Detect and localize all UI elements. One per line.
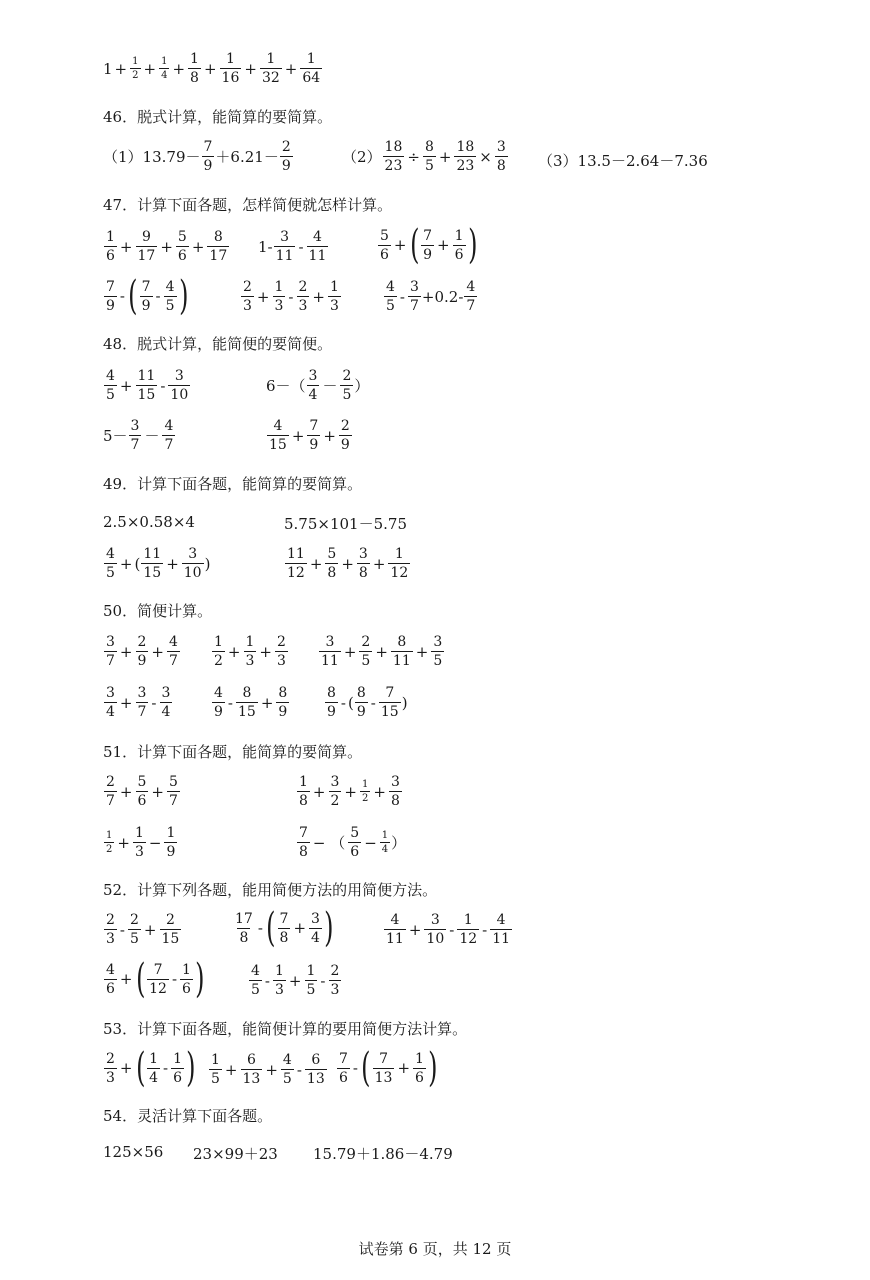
q52-expr-1: $\frac{2}{3}$ - $\frac{2}{5}$ + $\frac{2}{15}$ <box>106 912 180 947</box>
fraction: $\frac{1}{16}$ <box>221 51 240 86</box>
question-48-title: 48．脱式计算，能简便的要简便。 <box>103 335 333 353</box>
q50-expr-1: $\frac{3}{7}$ + $\frac{2}{9}$ + $\frac{4}{7}$ <box>106 634 178 669</box>
question-52-title: 52．计算下列各题，能用简便方法的用简便方法。 <box>103 881 438 899</box>
q51-expr-3: $\frac{1}{2}$ + $\frac{1}{3}$ − $\frac{1}{9}$ <box>106 825 176 860</box>
q51-expr-1: $\frac{2}{7}$ + $\frac{5}{6}$ + $\frac{5}{7}$ <box>106 774 178 809</box>
fraction: $\frac{1}{4}$ <box>161 56 168 81</box>
top-expression: 1 + $\frac{1}{2}$ + $\frac{1}{4}$ + $\frac{1}{8}$ + $\frac{1}{16}$ + $\frac{1}{32}$ + $\frac{1}{64}$ <box>103 51 321 86</box>
q47-expr-2: 1- $\frac{3}{11}$ - $\frac{4}{11}$ <box>258 229 327 264</box>
q47-expr-3: $\frac{5}{6}$ + ( $\frac{7}{9}$ + $\frac{1}{6}$ ) <box>380 222 478 268</box>
q54-expr-3: 15.79＋1.86－4.79 <box>313 1145 453 1163</box>
q50-expr-3: $\frac{3}{11}$ + $\frac{2}{5}$ + $\frac{8}{11}$ + $\frac{3}{5}$ <box>321 634 443 669</box>
q52-expr-4: $\frac{4}{6}$ + ( $\frac{7}{12}$ - $\frac{1}{6}$ ) <box>106 956 205 1002</box>
fraction: $\frac{1}{32}$ <box>261 51 280 86</box>
q46-part-1: （1） 13.79－ $\frac{7}{9}$ ＋6.21－ $\frac{2}{9}$ <box>103 139 291 174</box>
page-footer: 试卷第 6 页，共 12 页 <box>358 1240 512 1258</box>
q46-part-2: （2） $\frac{18}{23}$ ÷ $\frac{8}{5}$ + $\frac{18}{23}$ × $\frac{3}{8}$ <box>342 139 506 174</box>
q54-expr-1: 125×56 <box>103 1143 164 1161</box>
fraction: $\frac{1}{8}$ <box>190 51 199 86</box>
q53-expr-2: $\frac{1}{5}$ + $\frac{6}{13}$ + $\frac{4}{5}$ - $\frac{6}{13}$ <box>211 1052 325 1087</box>
q49-expr-1: 2.5×0.58×4 <box>103 513 195 531</box>
fraction: $\frac{1}{2}$ <box>132 56 139 81</box>
q47-expr-1: $\frac{1}{6}$ + $\frac{9}{17}$ + $\frac{5}{6}$ + $\frac{8}{17}$ <box>106 229 228 264</box>
fraction: $\frac{1}{64}$ <box>302 51 321 86</box>
q51-expr-4: $\frac{7}{8}$ − （ $\frac{5}{6}$ − $\frac{1}{4}$ ） <box>299 825 407 860</box>
q50-expr-5: $\frac{4}{9}$ - $\frac{8}{15}$ + $\frac{8}{9}$ <box>214 685 288 720</box>
q52-expr-3: $\frac{4}{11}$ + $\frac{3}{10}$ - $\frac{1}{12}$ - $\frac{4}{11}$ <box>386 912 511 947</box>
q50-expr-2: $\frac{1}{2}$ + $\frac{1}{3}$ + $\frac{2}{3}$ <box>214 634 286 669</box>
q49-expr-3: $\frac{4}{5}$ + ( $\frac{11}{15}$ + $\frac{3}{10}$ ) <box>106 546 211 581</box>
q51-expr-2: $\frac{1}{8}$ + $\frac{3}{2}$ + $\frac{1}{2}$ + $\frac{3}{8}$ <box>299 774 400 809</box>
q54-expr-2: 23×99＋23 <box>193 1145 278 1163</box>
question-54-title: 54．灵活计算下面各题。 <box>103 1107 273 1125</box>
q47-expr-6: $\frac{4}{5}$ - $\frac{3}{7}$ +0.2- $\frac{4}{7}$ <box>386 279 476 314</box>
q52-expr-5: $\frac{4}{5}$ - $\frac{1}{3}$ + $\frac{1}{5}$ - $\frac{2}{3}$ <box>251 963 340 998</box>
q49-expr-2: 5.75×101－5.75 <box>284 515 407 533</box>
q52-expr-2: $\frac{17}{8}$ - ( $\frac{7}{8}$ + $\frac{3}{4}$ ) <box>235 905 334 951</box>
q48-expr-4: $\frac{4}{15}$ + $\frac{7}{9}$ + $\frac{2}{9}$ <box>269 418 350 453</box>
question-50-title: 50．简便计算。 <box>103 602 213 620</box>
q46-part-3: （3） 13.5－2.64－7.36 <box>538 152 708 170</box>
question-51-title: 51．计算下面各题，能简算的要简算。 <box>103 743 363 761</box>
term: 1 <box>103 59 113 78</box>
question-47-title: 47．计算下面各题，怎样简便就怎样计算。 <box>103 196 393 214</box>
q47-expr-5: $\frac{2}{3}$ + $\frac{1}{3}$ - $\frac{2}{3}$ + $\frac{1}{3}$ <box>243 279 339 314</box>
q47-expr-4: $\frac{7}{9}$ - ( $\frac{7}{9}$ - $\frac{4}{5}$ ) <box>106 273 189 319</box>
question-53-title: 53．计算下面各题，能简便计算的要用简便方法计算。 <box>103 1020 468 1038</box>
q53-expr-1: $\frac{2}{3}$ + ( $\frac{1}{4}$ - $\frac{1}{6}$ ) <box>106 1045 196 1091</box>
q49-expr-4: $\frac{11}{12}$ + $\frac{5}{8}$ + $\frac{3}{8}$ + $\frac{1}{12}$ <box>287 546 409 581</box>
q48-expr-1: $\frac{4}{5}$ + $\frac{11}{15}$ - $\frac{3}{10}$ <box>106 368 189 403</box>
q48-expr-3: 5－ $\frac{3}{7}$ － $\frac{4}{7}$ <box>103 418 174 453</box>
q53-expr-3: $\frac{7}{6}$ - ( $\frac{7}{13}$ + $\frac{1}{6}$ ) <box>339 1045 438 1091</box>
q50-expr-6: $\frac{8}{9}$ - ( $\frac{8}{9}$ - $\frac{7}{15}$ ) <box>327 685 408 720</box>
question-49-title: 49．计算下面各题，能简算的要简算。 <box>103 475 363 493</box>
q50-expr-4: $\frac{3}{4}$ + $\frac{3}{7}$ - $\frac{3}{4}$ <box>106 685 171 720</box>
q48-expr-2: 6－（ $\frac{3}{4}$ － $\frac{2}{5}$ ） <box>266 368 370 403</box>
question-46-title: 46．脱式计算，能简算的要简算。 <box>103 108 333 126</box>
